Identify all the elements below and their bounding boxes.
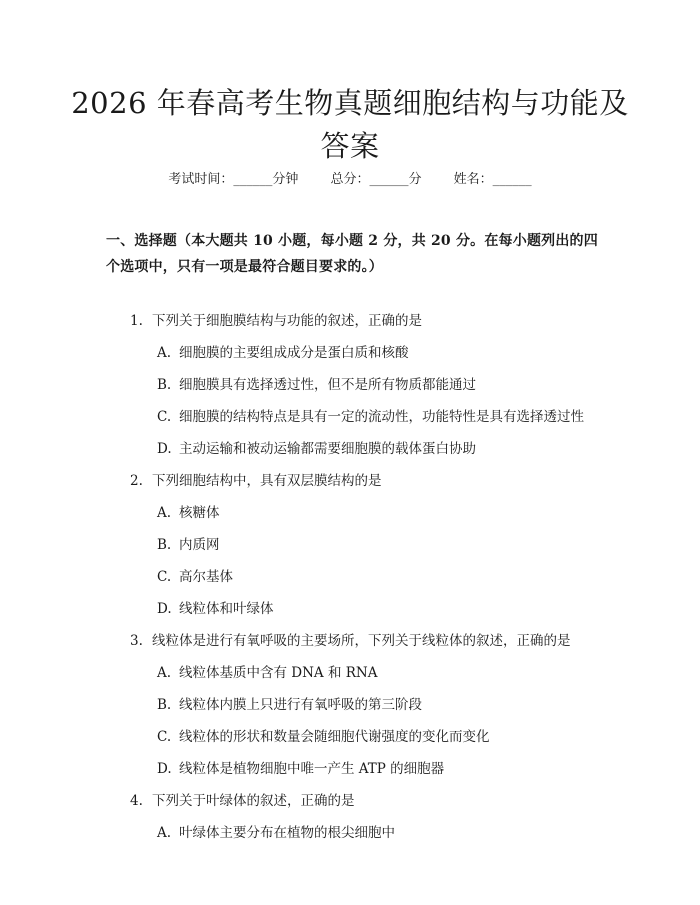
question-stem: 线粒体是进行有氧呼吸的主要场所，下列关于线粒体的叙述，正确的是	[152, 633, 571, 649]
question-stem: 下列关于叶绿体的叙述，正确的是	[152, 793, 355, 809]
option-text: 主动运输和被动运输都需要细胞膜的载体蛋白协助	[179, 441, 476, 457]
option-text: 叶绿体主要分布在植物的根尖细胞中	[179, 825, 395, 841]
question-1-option-a	[157, 341, 409, 361]
option-text: 核糖体	[179, 505, 220, 521]
question-2-option-d	[157, 597, 274, 617]
question-2	[130, 469, 382, 489]
option-text: 细胞膜具有选择透过性，但不是所有物质都能通过	[179, 377, 476, 393]
document-title: 2026 年春高考生物真题细胞结构与功能及答案	[71, 86, 629, 163]
option-text: 线粒体内膜上只进行有氧呼吸的第三阶段	[179, 697, 422, 713]
question-1-option-c	[157, 405, 584, 425]
question-number: 3.	[130, 633, 143, 649]
option-letter: D.	[157, 601, 172, 617]
option-letter: A.	[157, 665, 172, 681]
exam-time-field: 考试时间：______分钟	[168, 172, 299, 187]
option-letter: B.	[157, 537, 172, 553]
option-letter: D.	[157, 761, 172, 777]
question-1-option-d	[157, 437, 476, 457]
option-text: 线粒体和叶绿体	[179, 601, 274, 617]
question-2-option-b	[157, 533, 220, 553]
option-letter: D.	[157, 441, 172, 457]
option-text: 细胞膜的主要组成成分是蛋白质和核酸	[179, 345, 409, 361]
option-text: 高尔基体	[179, 569, 233, 585]
question-2-option-a	[157, 501, 220, 521]
option-text: 线粒体的形状和数量会随细胞代谢强度的变化而变化	[179, 729, 490, 745]
question-4	[130, 789, 355, 809]
option-text: 线粒体基质中含有 DNA 和 RNA	[179, 665, 378, 681]
question-number: 2.	[130, 473, 143, 489]
question-3	[130, 629, 571, 649]
question-4-option-a	[157, 821, 395, 841]
option-letter: A.	[157, 345, 172, 361]
question-stem: 下列细胞结构中，具有双层膜结构的是	[152, 473, 382, 489]
question-1	[130, 309, 422, 329]
question-number: 1.	[130, 313, 143, 329]
question-3-option-a	[157, 661, 378, 681]
question-3-option-c	[157, 725, 490, 745]
question-3-option-b	[157, 693, 422, 713]
option-letter: C.	[157, 409, 172, 425]
question-3-option-d	[157, 757, 444, 777]
total-score-field: 总分：______分	[330, 172, 422, 187]
option-letter: B.	[157, 377, 172, 393]
option-text: 内质网	[179, 537, 220, 553]
option-letter: B.	[157, 697, 172, 713]
option-letter: C.	[157, 729, 172, 745]
option-letter: A.	[157, 825, 172, 841]
option-text: 细胞膜的结构特点是具有一定的流动性，功能特性是具有选择透过性	[179, 409, 584, 425]
option-letter: A.	[157, 505, 172, 521]
name-field: 姓名：______	[453, 172, 532, 187]
option-letter: C.	[157, 569, 172, 585]
question-stem: 下列关于细胞膜结构与功能的叙述，正确的是	[152, 313, 422, 329]
option-text: 线粒体是植物细胞中唯一产生 ATP 的细胞器	[179, 761, 445, 777]
question-number: 4.	[130, 793, 143, 809]
section-heading: 一、选择题（本大题共 10 小题，每小题 2 分，共 20 分。在每小题列出的四个选项中，只有一项是最符合题目要求的。）	[106, 233, 598, 275]
question-1-option-b	[157, 373, 476, 393]
question-2-option-c	[157, 565, 233, 585]
exam-info-line	[0, 168, 700, 187]
